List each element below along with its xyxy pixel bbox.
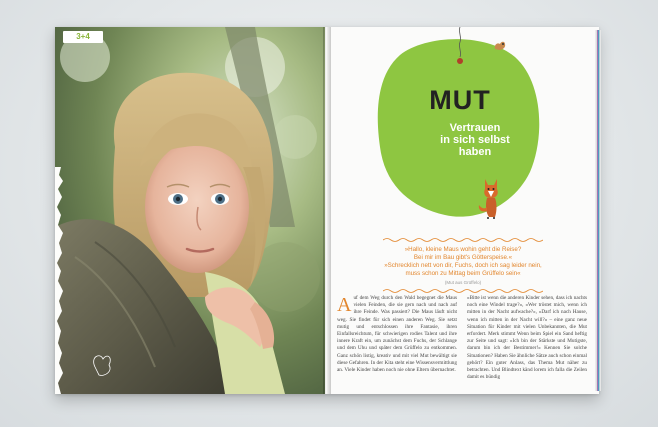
subtitle-line: Vertrauen bbox=[449, 122, 501, 134]
quote-line: Bei mir im Bau gibt's Götterspeise.« bbox=[413, 254, 513, 261]
right-page bbox=[325, 27, 599, 394]
page-number-badge bbox=[63, 31, 103, 43]
hanging-thread-icon bbox=[455, 27, 465, 67]
quote-line: »Hallo, kleine Maus wohin geht die Reise? bbox=[404, 246, 522, 253]
body-text bbox=[337, 295, 587, 381]
wavy-divider bbox=[383, 288, 543, 294]
text-column-2 bbox=[467, 295, 587, 381]
quote-line: »Schrecklich nett von dir, Fuchs, doch ich sag leider nein, bbox=[384, 262, 542, 269]
column-1-text: uf dem Weg durch den Wald begegnet die Maus vielen Feinden, die sie gern nach und nach auf ihre Feinde. Was passiert? Die Maus läuft nicht weg. Sie findet für sich einen anderen Weg. Sie setzt mutig und entschlossen ihre Fantasie, ihren Einfallsreichtum, für schwierigen rodies Talent und ihre innere Kraft ein, um zunächst dem Fuchs, der Schlange und dem Uhu und später dem Grüffelo zu entkommen. Ganz schön listig, kreativ und mit viel Mut bewältigt sie diese Gefahren. In der Kita steht eine Wissensvermittlung an. Viele Kinder haben noch nie ohne Eltern übernachtet. bbox=[337, 295, 457, 374]
subtitle-line: haben bbox=[458, 146, 492, 158]
column-2-text: »Bitte ist wenn die anderen Kinder sehen, dass ich nachts noch eine Windel trage?«, »Wer tröstet mich, wenn ich mitten in der Nacht aufwache?«, »Darf ich nach Hause, wenn ich mitten in der Nacht will?« – eine ganz neue Situation für Kinder mit vielen Unbekannten, die Mut erfordert. Merk stimmt Wenn beim Spiel ein Sand heftig zur Seite und sagt: »Ich bin der Stärkste und Mutigste, darum bin ich der Bestimmer!« Kennen Sie solche Situationen? Haben Sie ähnliche Sätze auch schon einmal gehört? Ein guter Anlass, das Thema Mut näher zu betrachten. Und Blindtext känd lorem ich falla die Zeilen damit es bündig bbox=[467, 295, 587, 381]
page-number: 3+4 bbox=[76, 32, 90, 41]
magazine-spread bbox=[55, 27, 599, 394]
quote-source: (Mut aus Grüffelo) bbox=[444, 280, 482, 285]
page-title: MUT bbox=[429, 85, 491, 115]
squirrel-icon bbox=[493, 39, 507, 51]
quote-text bbox=[383, 246, 543, 278]
spine-shadow bbox=[323, 27, 331, 394]
drop-cap: A bbox=[337, 294, 352, 316]
wavy-divider bbox=[383, 237, 543, 243]
text-column-1 bbox=[337, 295, 457, 381]
left-page bbox=[55, 27, 325, 394]
quote-line: muss schon zu Mittag beim Grüffelo sein« bbox=[405, 270, 521, 277]
fox-icon bbox=[477, 175, 505, 219]
subtitle bbox=[420, 122, 530, 158]
page-edges bbox=[595, 30, 601, 391]
child-photo bbox=[55, 27, 325, 394]
subtitle-line: in sich selbst bbox=[440, 134, 510, 146]
torn-paper-edge bbox=[55, 167, 67, 394]
quote-block bbox=[383, 237, 543, 294]
